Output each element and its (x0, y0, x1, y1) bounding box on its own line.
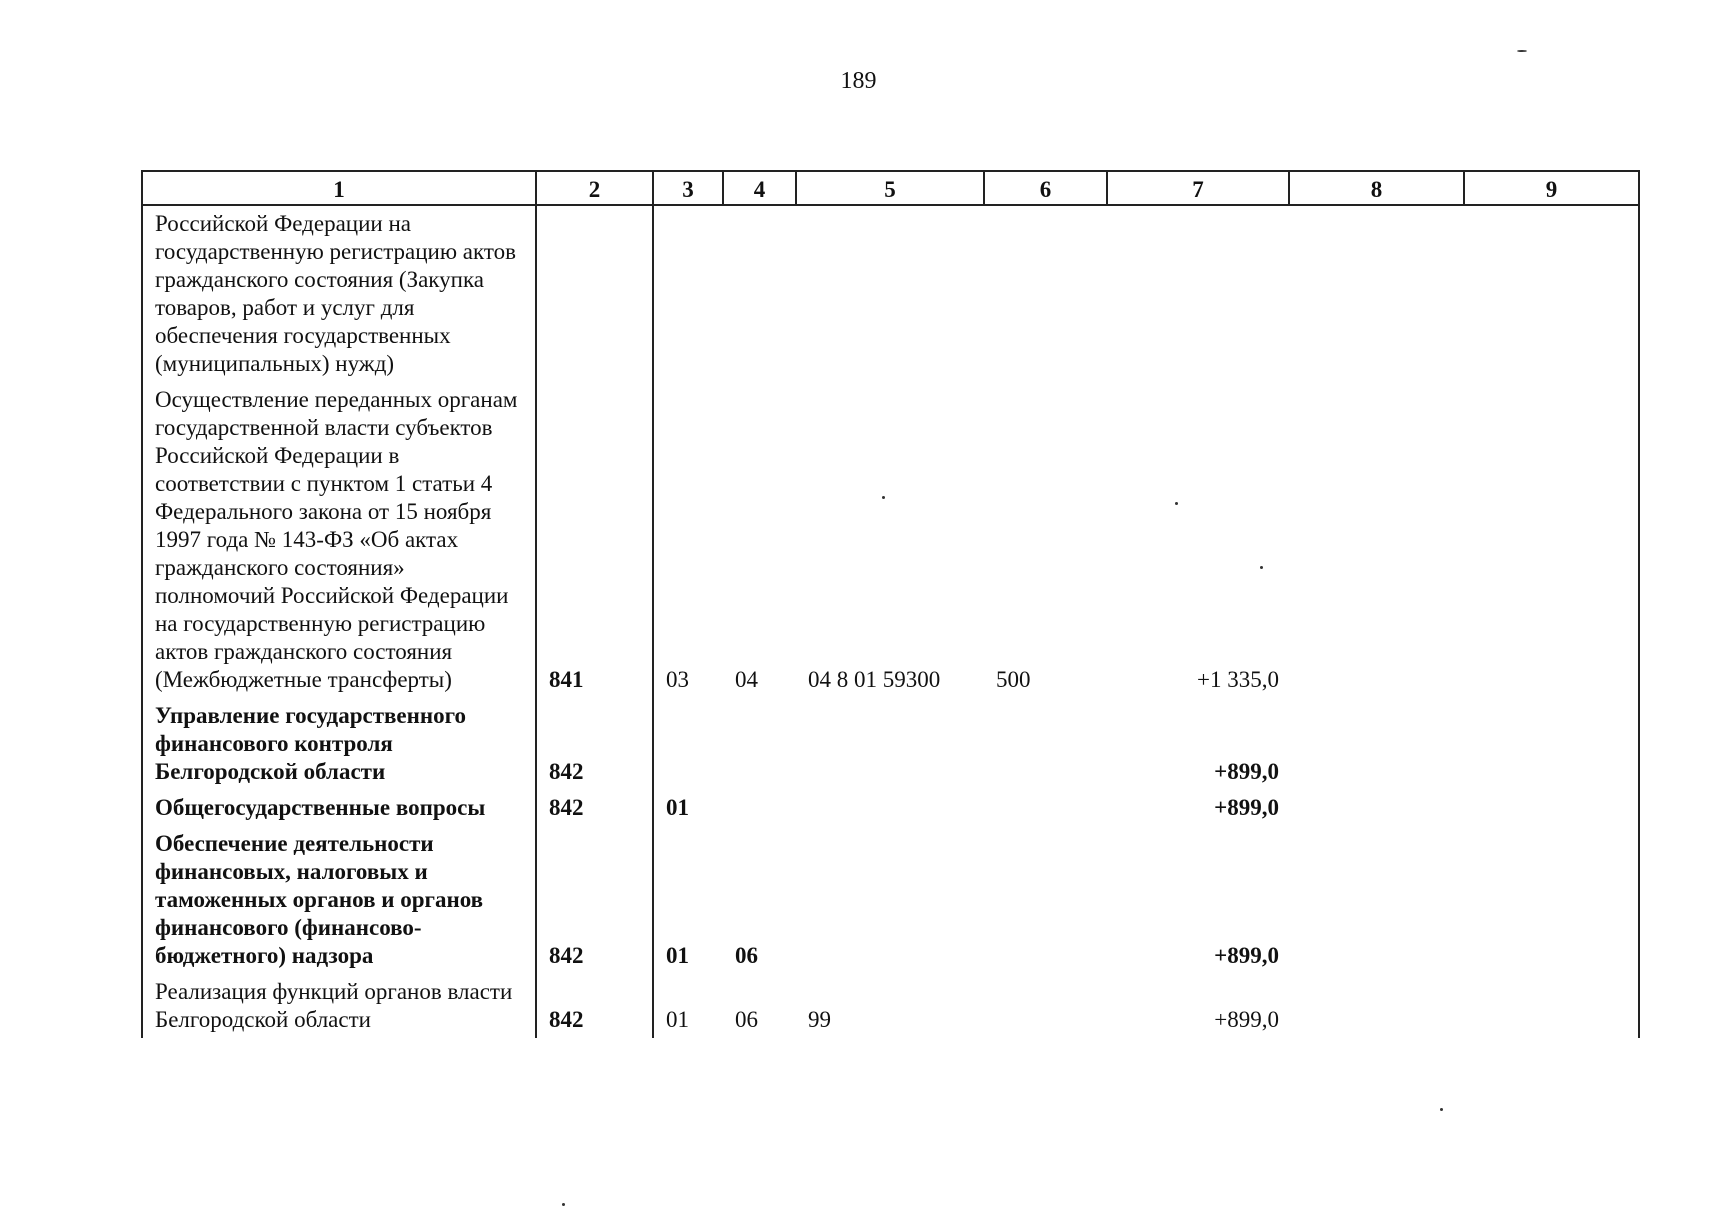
row-expense-type (984, 974, 1107, 1038)
table-row (142, 698, 1639, 790)
row-ministry-code: 841 (536, 382, 653, 698)
row-subsection: 06 (735, 1007, 758, 1032)
row-subsection (723, 205, 796, 382)
header-col-1: 1 (142, 171, 536, 205)
header-col-7: 7 (1107, 171, 1289, 205)
row-ministry-code: 842 (536, 974, 653, 1038)
row-target-article (796, 205, 984, 382)
page-number: 189 (840, 68, 877, 94)
row-amount: +899,0 (1214, 759, 1279, 784)
row-col-8 (1289, 205, 1464, 382)
row-col-8 (1289, 826, 1464, 974)
row-expense-type: 500 (996, 667, 1031, 692)
row-amount: +1 335,0 (1197, 667, 1279, 692)
row-amount (1107, 205, 1289, 382)
header-col-6: 6 (984, 171, 1107, 205)
row-col-8 (1289, 698, 1464, 790)
row-col-8 (1289, 790, 1464, 826)
row-subsection (723, 790, 796, 826)
row-name: Управление государственного финансового контроля Белгородской области (142, 698, 536, 790)
row-expense-type (984, 205, 1107, 382)
scan-speck (882, 496, 885, 499)
row-section (653, 205, 723, 382)
row-col-9 (1464, 698, 1639, 790)
table-row (142, 826, 1639, 974)
row-section: 01 (653, 974, 723, 1038)
row-target-article (796, 826, 984, 974)
row-section (653, 698, 723, 790)
row-amount: +899,0 (1214, 1007, 1279, 1032)
row-section: 01 (653, 790, 723, 826)
row-col-9 (1464, 974, 1639, 1038)
header-col-8: 8 (1289, 171, 1464, 205)
table-row (142, 382, 1639, 698)
row-ministry-code (536, 205, 653, 382)
header-col-9: 9 (1464, 171, 1639, 205)
budget-table-container (141, 170, 1640, 1038)
row-name: Обеспечение деятельности финансовых, налоговых и таможенных органов и органов финансового (финансово-бюджетного) надзора (142, 826, 536, 974)
row-name: Российской Федерации на государственную регистрацию актов гражданского состояния (Закупка товаров, работ и услуг для обеспечения государственных (муниципальных) нужд) (142, 205, 536, 382)
row-subsection: 04 (735, 667, 758, 692)
row-col-9 (1464, 205, 1639, 382)
row-expense-type (984, 698, 1107, 790)
row-target-article: 99 (808, 1007, 831, 1032)
row-target-article (796, 790, 984, 826)
row-col-9 (1464, 826, 1639, 974)
row-col-8 (1289, 974, 1464, 1038)
row-ministry-code: 842 (536, 698, 653, 790)
table-row (142, 205, 1639, 382)
scan-speck (1440, 1108, 1443, 1111)
row-subsection (723, 698, 796, 790)
table-header-row (142, 171, 1639, 205)
header-col-5: 5 (796, 171, 984, 205)
row-section: 03 (653, 382, 723, 698)
row-col-9 (1464, 790, 1639, 826)
scan-speck (1517, 50, 1527, 52)
row-ministry-code: 842 (536, 826, 653, 974)
row-section: 01 (653, 826, 723, 974)
row-expense-type (984, 790, 1107, 826)
table-row (142, 790, 1639, 826)
row-col-9 (1464, 382, 1639, 698)
scan-speck (1260, 566, 1263, 569)
header-col-4: 4 (723, 171, 796, 205)
header-col-3: 3 (653, 171, 723, 205)
budget-table (141, 170, 1640, 1038)
header-col-2: 2 (536, 171, 653, 205)
row-amount: +899,0 (1214, 943, 1279, 968)
row-target-article (796, 698, 984, 790)
row-subsection: 06 (735, 943, 758, 968)
table-row (142, 974, 1639, 1038)
row-name: Общегосударственные вопросы (142, 790, 536, 826)
row-name: Реализация функций органов власти Белгородской области (142, 974, 536, 1038)
row-target-article: 04 8 01 59300 (808, 667, 941, 692)
scan-speck (1175, 502, 1178, 505)
row-ministry-code: 842 (536, 790, 653, 826)
row-amount: +899,0 (1214, 795, 1279, 820)
row-expense-type (984, 826, 1107, 974)
row-name: Осуществление переданных органам государственной власти субъектов Российской Федерации в соответствии с пунктом 1 статьи 4 Федерального закона от 15 ноября 1997 года № 143-ФЗ «Об актах гражданского состояния» полномочий Российской Федерации на государственную регистрацию актов гражданского состояния (Межбюджетные трансферты) (142, 382, 536, 698)
row-col-8 (1289, 382, 1464, 698)
